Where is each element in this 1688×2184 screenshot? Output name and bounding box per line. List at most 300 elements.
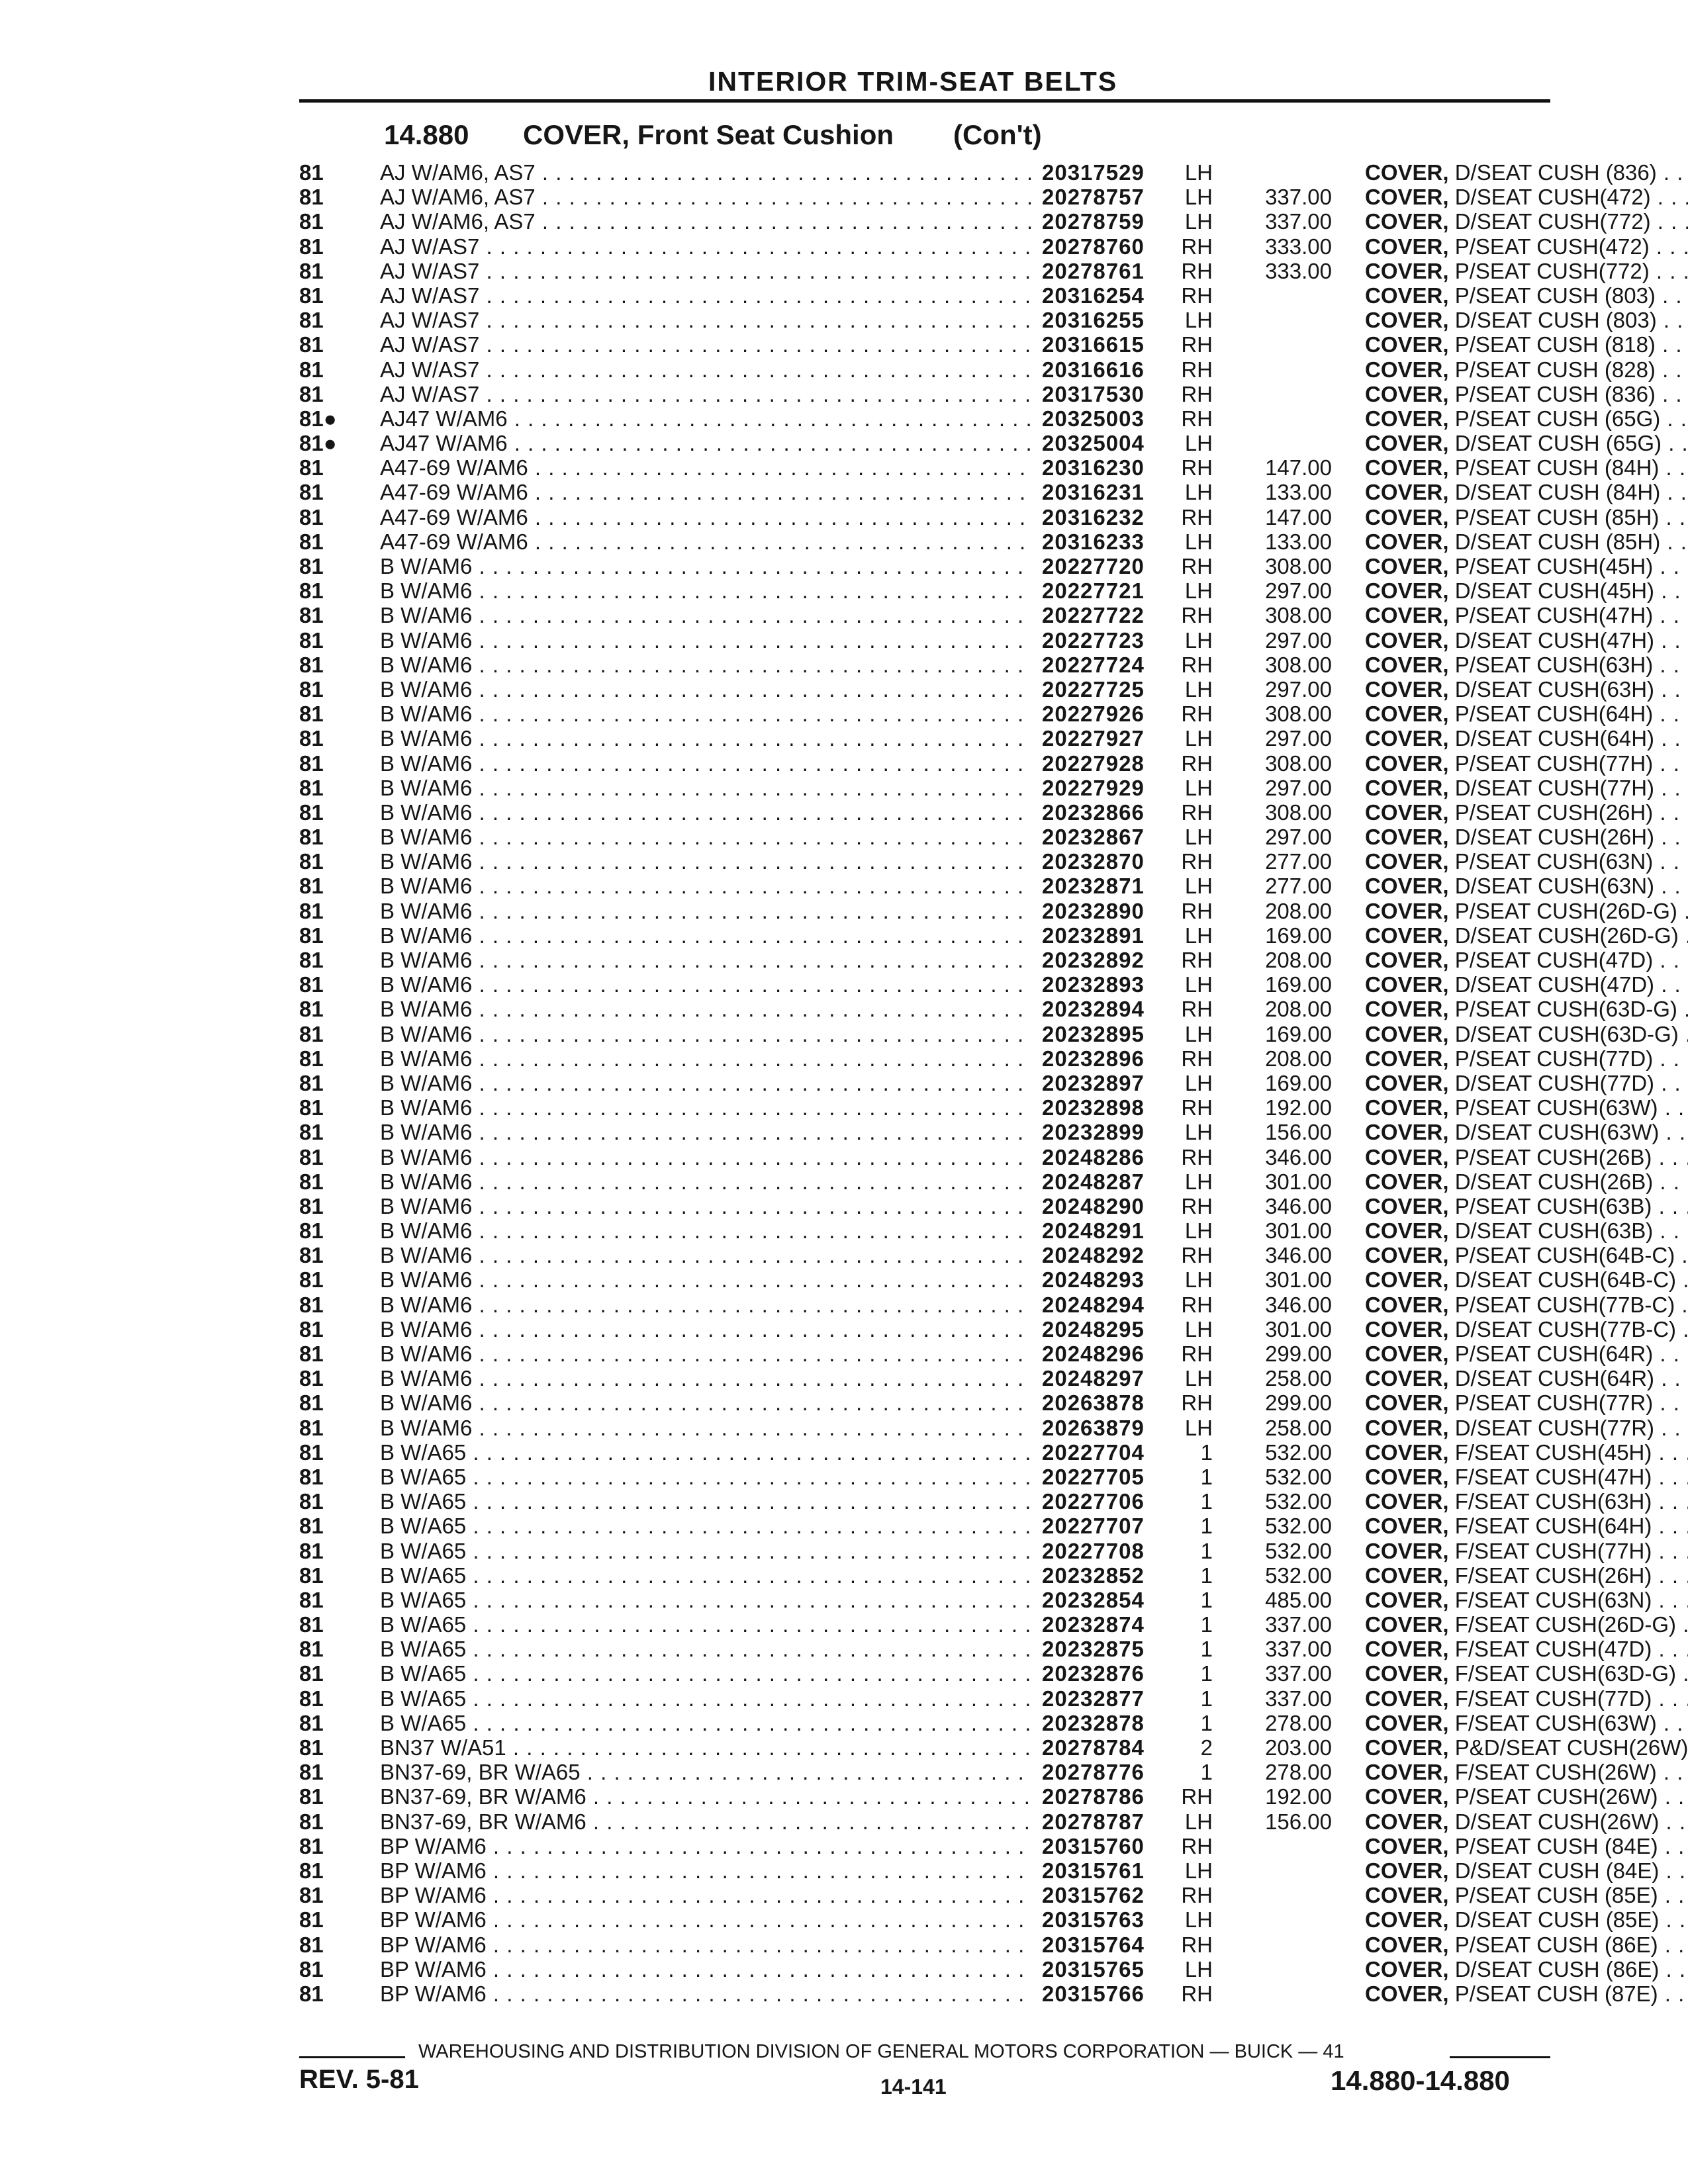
description-text: D/SEAT CUSH (84H) — [1454, 480, 1661, 505]
price: 169.00 — [1265, 923, 1332, 948]
model-application: B W/AM6 . . . — [380, 800, 1031, 825]
description-text: P/SEAT CUSH(26H) — [1454, 799, 1654, 825]
description-text: D/SEAT CUSH(63D-G) — [1454, 1021, 1679, 1046]
model-year: 81 — [299, 676, 324, 702]
model-application: BP W/AM6 . . . — [380, 1858, 1031, 1883]
part-number: 20248296 — [1042, 1342, 1145, 1366]
price: 308.00 — [1265, 652, 1332, 677]
description-text: D/SEAT CUSH(64B-C) — [1454, 1267, 1677, 1293]
page-number: 14-141 — [880, 2075, 947, 2099]
part-number: 20227722 — [1042, 603, 1145, 628]
model-application: B W/AM6 . . . — [380, 554, 1031, 578]
model-application: B W/AM6 . . . — [380, 1046, 1031, 1071]
list-item — [299, 676, 1655, 702]
quantity-side: RH — [1181, 406, 1213, 431]
part-number: 20315764 — [1042, 1932, 1145, 1957]
model-year: 81 — [299, 603, 324, 628]
part-number: 20315763 — [1042, 1907, 1145, 1933]
list-item — [299, 1342, 1654, 1366]
list-item — [299, 1686, 1652, 1711]
list-item — [299, 751, 1654, 776]
part-number: 20227927 — [1042, 726, 1145, 751]
part-number: 20227705 — [1042, 1464, 1145, 1489]
quantity-side: LH — [1184, 1907, 1213, 1933]
model-year: 81 — [299, 455, 324, 480]
price: 208.00 — [1265, 948, 1332, 972]
list-item — [299, 283, 1656, 308]
model-year: 81 — [299, 1883, 324, 1908]
description-text: D/SEAT CUSH (85E) — [1454, 1907, 1660, 1933]
description-text: D/SEAT CUSH (86E) — [1454, 1956, 1660, 1981]
model-application: AJ W/AS7 . . . — [380, 308, 1031, 332]
list-item — [299, 1661, 1677, 1686]
description-noun: COVER, — [1365, 554, 1449, 578]
section-range: 14.880-14.880 — [1331, 2065, 1510, 2096]
model-application: B W/AM6 . . . — [380, 1169, 1031, 1194]
part-description — [1365, 1981, 1688, 2006]
quantity-side: LH — [1184, 1267, 1213, 1293]
list-item — [299, 972, 1655, 997]
footer-rule-left — [299, 2056, 405, 2058]
list-item — [299, 1415, 1655, 1440]
part-number: 20263879 — [1042, 1415, 1145, 1440]
description-noun: COVER, — [1365, 751, 1449, 776]
price: 169.00 — [1265, 1070, 1332, 1095]
part-number: 20232895 — [1042, 1021, 1145, 1046]
description-noun: COVER, — [1365, 1833, 1449, 1858]
description-noun: COVER, — [1365, 652, 1449, 677]
description-noun: COVER, — [1365, 1144, 1449, 1169]
model-application: BP W/AM6 . . . — [380, 1883, 1031, 1907]
description-noun: COVER, — [1365, 1686, 1449, 1711]
quantity-side: LH — [1184, 480, 1213, 505]
description-noun: COVER, — [1365, 308, 1449, 333]
section-number: 14.880 — [384, 119, 469, 150]
part-description — [1365, 948, 1688, 972]
quantity-side: LH — [1184, 972, 1213, 997]
description-text: D/SEAT CUSH(63H) — [1454, 676, 1655, 702]
part-description — [1365, 1342, 1688, 1366]
model-year: 81 — [299, 529, 324, 554]
description-text: D/SEAT CUSH(772) — [1454, 209, 1651, 234]
part-number: 20316615 — [1042, 332, 1145, 357]
model-application: B W/AM6 . . . — [380, 1243, 1031, 1267]
list-item — [299, 1046, 1654, 1071]
model-application: AJ W/AS7 . . . — [380, 332, 1031, 357]
list-item — [299, 1833, 1658, 1858]
price: 308.00 — [1265, 799, 1332, 825]
model-year: 81● — [299, 406, 337, 431]
model-year: 81 — [299, 504, 324, 529]
quantity-side: LH — [1184, 676, 1213, 702]
model-application: B W/AM6 . . . — [380, 825, 1031, 849]
part-number: 20232852 — [1042, 1563, 1145, 1588]
description-text: F/SEAT CUSH(45H) — [1454, 1439, 1652, 1465]
model-application: B W/AM6 . . . — [380, 653, 1031, 677]
part-description — [1365, 603, 1688, 627]
description-text: F/SEAT CUSH(26H) — [1454, 1563, 1652, 1588]
part-number: 20248287 — [1042, 1169, 1145, 1194]
part-description — [1365, 1293, 1688, 1317]
part-number: 20317530 — [1042, 381, 1145, 406]
price: 308.00 — [1265, 751, 1332, 776]
model-application: AJ W/AS7 . . . — [380, 259, 1031, 283]
price: 297.00 — [1265, 825, 1332, 850]
model-year: 81 — [299, 1120, 324, 1145]
price: 299.00 — [1265, 1390, 1332, 1416]
part-description — [1365, 1784, 1688, 1809]
price: 277.00 — [1265, 849, 1332, 874]
list-item — [299, 1563, 1652, 1588]
model-application: B W/A65 . . . — [380, 1588, 1031, 1612]
part-description — [1365, 726, 1688, 751]
part-description — [1365, 1489, 1688, 1514]
model-application: B W/AM6 . . . — [380, 578, 1031, 603]
list-item — [299, 308, 1657, 333]
part-number: 20232874 — [1042, 1612, 1145, 1637]
part-description — [1365, 455, 1688, 480]
description-noun: COVER, — [1365, 948, 1449, 972]
part-description — [1365, 1588, 1688, 1612]
part-number: 20248293 — [1042, 1267, 1145, 1293]
part-number: 20248292 — [1042, 1243, 1145, 1268]
quantity-side: RH — [1181, 898, 1213, 923]
price: 337.00 — [1265, 1612, 1332, 1637]
price: 133.00 — [1265, 529, 1332, 554]
part-description — [1365, 628, 1688, 653]
part-number: 20316233 — [1042, 529, 1145, 554]
part-number: 20278784 — [1042, 1735, 1145, 1760]
part-number: 20227721 — [1042, 578, 1145, 604]
part-number: 20325003 — [1042, 406, 1145, 431]
model-year: 81 — [299, 1907, 324, 1933]
list-item — [299, 1612, 1677, 1637]
model-year: 81 — [299, 1637, 324, 1662]
part-description — [1365, 529, 1688, 554]
description-noun: COVER, — [1365, 381, 1449, 406]
part-description — [1365, 185, 1688, 209]
part-description — [1365, 1539, 1688, 1563]
part-number: 20316254 — [1042, 283, 1145, 308]
list-item — [299, 1735, 1688, 1760]
part-number: 20227706 — [1042, 1489, 1145, 1514]
quantity-side: LH — [1184, 185, 1213, 210]
model-year: 81 — [299, 1956, 324, 1981]
part-number: 20248294 — [1042, 1292, 1145, 1317]
model-application: B W/A65 . . . — [380, 1489, 1031, 1514]
part-description — [1365, 554, 1688, 578]
part-description — [1365, 234, 1688, 259]
price: 156.00 — [1265, 1809, 1332, 1834]
model-year: 81 — [299, 1342, 324, 1366]
description-text: D/SEAT CUSH(63B) — [1454, 1218, 1654, 1244]
model-application: BN37 W/A51 . . . — [380, 1735, 1031, 1760]
list-item — [299, 997, 1677, 1022]
price: 485.00 — [1265, 1587, 1332, 1612]
part-description — [1365, 160, 1688, 185]
model-application: B W/AM6 . . . — [380, 874, 1031, 898]
price: 333.00 — [1265, 258, 1332, 283]
part-description — [1365, 1883, 1688, 1907]
quantity-side: LH — [1184, 1070, 1213, 1095]
model-application: A47-69 W/AM6 . . . — [380, 505, 1031, 529]
model-application: B W/AM6 . . . — [380, 972, 1031, 997]
model-year: 81 — [299, 1661, 324, 1686]
part-description — [1365, 431, 1688, 455]
description-noun: COVER, — [1365, 332, 1449, 357]
part-number: 20232867 — [1042, 825, 1145, 850]
model-year: 81 — [299, 1316, 324, 1342]
model-application: B W/AM6 . . . — [380, 1022, 1031, 1046]
price: 346.00 — [1265, 1193, 1332, 1218]
part-description — [1365, 1957, 1688, 1981]
quantity-side: RH — [1181, 1784, 1213, 1809]
list-item — [299, 185, 1651, 210]
price: 133.00 — [1265, 480, 1332, 505]
quantity-side: LH — [1184, 923, 1213, 948]
list-item — [299, 1587, 1652, 1612]
description-text: D/SEAT CUSH(77R) — [1454, 1415, 1655, 1440]
part-description — [1365, 1194, 1688, 1218]
quantity-side: 1 — [1200, 1661, 1213, 1686]
model-year: 81 — [299, 1514, 324, 1539]
model-year: 81 — [299, 1760, 324, 1785]
quantity-side: RH — [1181, 1981, 1213, 2006]
model-application: B W/AM6 . . . — [380, 849, 1031, 874]
list-item — [299, 1710, 1657, 1735]
model-application: B W/AM6 . . . — [380, 726, 1031, 751]
model-year: 81 — [299, 775, 324, 800]
price: 337.00 — [1265, 1686, 1332, 1711]
price: 532.00 — [1265, 1563, 1332, 1588]
description-text: P/SEAT CUSH (84H) — [1454, 455, 1660, 480]
part-description — [1365, 1907, 1688, 1932]
description-noun: COVER, — [1365, 1243, 1449, 1268]
model-year: 81 — [299, 751, 324, 776]
price: 156.00 — [1265, 1120, 1332, 1145]
part-description — [1365, 1390, 1688, 1415]
list-item — [299, 480, 1661, 505]
price: 147.00 — [1265, 504, 1332, 529]
list-item — [299, 1021, 1679, 1046]
list-item — [299, 554, 1654, 578]
price: 346.00 — [1265, 1292, 1332, 1317]
quantity-side: 1 — [1200, 1710, 1213, 1735]
quantity-side: RH — [1181, 1243, 1213, 1268]
list-item — [299, 1858, 1660, 1883]
description-text: P/SEAT CUSH (828) — [1454, 357, 1656, 382]
description-noun: COVER, — [1365, 676, 1449, 702]
description-noun: COVER, — [1365, 1070, 1449, 1095]
list-item — [299, 1637, 1652, 1662]
part-number: 20232870 — [1042, 849, 1145, 874]
list-item — [299, 775, 1655, 800]
list-item — [299, 1095, 1658, 1120]
description-text: P/SEAT CUSH (84E) — [1454, 1833, 1658, 1858]
model-application: BP W/AM6 . . . — [380, 1834, 1031, 1858]
model-application: B W/AM6 . . . — [380, 1293, 1031, 1317]
description-noun: COVER, — [1365, 1021, 1449, 1046]
part-description — [1365, 406, 1688, 431]
description-text: P/SEAT CUSH(77R) — [1454, 1390, 1654, 1416]
model-year: 81 — [299, 1267, 324, 1293]
description-text: D/SEAT CUSH (836) — [1454, 160, 1657, 185]
quantity-side: RH — [1181, 1932, 1213, 1957]
model-year: 81 — [299, 1046, 324, 1071]
description-noun: COVER, — [1365, 1735, 1449, 1760]
quantity-side: LH — [1184, 874, 1213, 899]
description-noun: COVER, — [1365, 1316, 1449, 1342]
description-text: P/SEAT CUSH(63D-G) — [1454, 997, 1677, 1022]
part-number: 20232898 — [1042, 1095, 1145, 1120]
list-item — [299, 627, 1655, 653]
quantity-side: LH — [1184, 775, 1213, 800]
part-number: 20227725 — [1042, 676, 1145, 702]
description-text: D/SEAT CUSH(77D) — [1454, 1070, 1655, 1095]
part-description — [1365, 1834, 1688, 1858]
description-text: P/SEAT CUSH(77B-C) — [1454, 1292, 1675, 1317]
quantity-side: RH — [1181, 1144, 1213, 1169]
quantity-side: RH — [1181, 1292, 1213, 1317]
list-item — [299, 1243, 1675, 1268]
list-item — [299, 160, 1657, 185]
part-number: 20248295 — [1042, 1316, 1145, 1342]
model-year: 81 — [299, 1464, 324, 1489]
model-application: B W/AM6 . . . — [380, 1366, 1031, 1390]
model-application: B W/AM6 . . . — [380, 677, 1031, 702]
quantity-side: RH — [1181, 1046, 1213, 1071]
list-item — [299, 381, 1656, 406]
model-application: B W/A65 . . . — [380, 1661, 1031, 1686]
part-number: 20278786 — [1042, 1784, 1145, 1809]
part-number: 20315762 — [1042, 1883, 1145, 1908]
part-number: 20315765 — [1042, 1956, 1145, 1981]
quantity-side: LH — [1184, 431, 1213, 456]
model-year: 81 — [299, 480, 324, 505]
description-noun: COVER, — [1365, 1218, 1449, 1244]
model-year: 81 — [299, 357, 324, 382]
description-text: F/SEAT CUSH(63D-G) — [1454, 1661, 1677, 1686]
list-item — [299, 1316, 1677, 1342]
model-application: B W/A65 . . . — [380, 1514, 1031, 1538]
part-description — [1365, 776, 1688, 800]
price: 258.00 — [1265, 1366, 1332, 1391]
quantity-side: LH — [1184, 1120, 1213, 1145]
part-description — [1365, 1686, 1688, 1711]
quantity-side: RH — [1181, 948, 1213, 972]
description-text: D/SEAT CUSH(26W) — [1454, 1809, 1660, 1834]
description-noun: COVER, — [1365, 849, 1449, 874]
price: 346.00 — [1265, 1144, 1332, 1169]
description-text: P/SEAT CUSH(45H) — [1454, 554, 1654, 578]
part-number: 20232876 — [1042, 1661, 1145, 1686]
model-application: AJ47 W/AM6 . . . — [380, 431, 1031, 455]
part-description — [1365, 1563, 1688, 1588]
quantity-side: RH — [1181, 1342, 1213, 1366]
part-number: 20232871 — [1042, 874, 1145, 899]
price: 297.00 — [1265, 726, 1332, 751]
model-application: B W/AM6 . . . — [380, 751, 1031, 776]
part-description — [1365, 1933, 1688, 1957]
model-application: AJ W/AM6, AS7 . . . — [380, 160, 1031, 185]
model-year: 81 — [299, 1784, 324, 1809]
list-item — [299, 1538, 1652, 1563]
price: 333.00 — [1265, 234, 1332, 259]
part-description — [1365, 825, 1688, 849]
quantity-side: LH — [1184, 1169, 1213, 1194]
model-year: 81 — [299, 1095, 324, 1120]
part-number: 20227929 — [1042, 775, 1145, 800]
list-item — [299, 898, 1677, 923]
model-application: B W/AM6 . . . — [380, 776, 1031, 800]
part-description — [1365, 1022, 1688, 1046]
list-item — [299, 1390, 1654, 1416]
quantity-side: LH — [1184, 209, 1213, 234]
list-item — [299, 603, 1654, 628]
description-noun: COVER, — [1365, 702, 1449, 727]
model-year: 81 — [299, 332, 324, 357]
part-number: 20278757 — [1042, 185, 1145, 210]
description-text: P/SEAT CUSH(63N) — [1454, 849, 1654, 874]
model-year: 81 — [299, 381, 324, 406]
description-text: D/SEAT CUSH (803) — [1454, 308, 1657, 333]
quantity-side: RH — [1181, 258, 1213, 283]
description-text: D/SEAT CUSH(26B) — [1454, 1169, 1654, 1194]
model-application: B W/AM6 . . . — [380, 1317, 1031, 1342]
part-number: 20278787 — [1042, 1809, 1145, 1834]
description-noun: COVER, — [1365, 1267, 1449, 1293]
description-text: P&D/SEAT CUSH(26W) — [1454, 1735, 1688, 1760]
price: 169.00 — [1265, 972, 1332, 997]
model-year: 81 — [299, 283, 324, 308]
description-noun: COVER, — [1365, 578, 1449, 604]
part-description — [1365, 1637, 1688, 1661]
part-description — [1365, 1218, 1688, 1243]
description-noun: COVER, — [1365, 455, 1449, 480]
price: 297.00 — [1265, 578, 1332, 604]
description-noun: COVER, — [1365, 283, 1449, 308]
quantity-side: 1 — [1200, 1563, 1213, 1588]
model-year: 81 — [299, 1612, 324, 1637]
model-application: BP W/AM6 . . . — [380, 1933, 1031, 1957]
part-number: 20227724 — [1042, 652, 1145, 677]
model-year: 81 — [299, 1243, 324, 1268]
description-noun: COVER, — [1365, 480, 1449, 505]
description-noun: COVER, — [1365, 1932, 1449, 1957]
part-number: 20227928 — [1042, 751, 1145, 776]
description-text: D/SEAT CUSH(45H) — [1454, 578, 1655, 604]
description-text: D/SEAT CUSH(64H) — [1454, 726, 1655, 751]
description-text: P/SEAT CUSH (85H) — [1454, 504, 1660, 529]
quantity-side: RH — [1181, 1833, 1213, 1858]
model-year: 81 — [299, 874, 324, 899]
list-item — [299, 234, 1650, 259]
description-noun: COVER, — [1365, 775, 1449, 800]
quantity-side: RH — [1181, 799, 1213, 825]
description-noun: COVER, — [1365, 1661, 1449, 1686]
model-application: BN37-69, BR W/A65 . . . — [380, 1760, 1031, 1784]
quantity-side: RH — [1181, 332, 1213, 357]
quantity-side: 2 — [1200, 1735, 1213, 1760]
part-number: 20263878 — [1042, 1390, 1145, 1416]
description-noun: COVER, — [1365, 160, 1449, 185]
part-number: 20232891 — [1042, 923, 1145, 948]
price: 169.00 — [1265, 1021, 1332, 1046]
price: 532.00 — [1265, 1538, 1332, 1563]
part-description — [1365, 1612, 1688, 1637]
price: 192.00 — [1265, 1095, 1332, 1120]
description-text: F/SEAT CUSH(77H) — [1454, 1538, 1652, 1563]
